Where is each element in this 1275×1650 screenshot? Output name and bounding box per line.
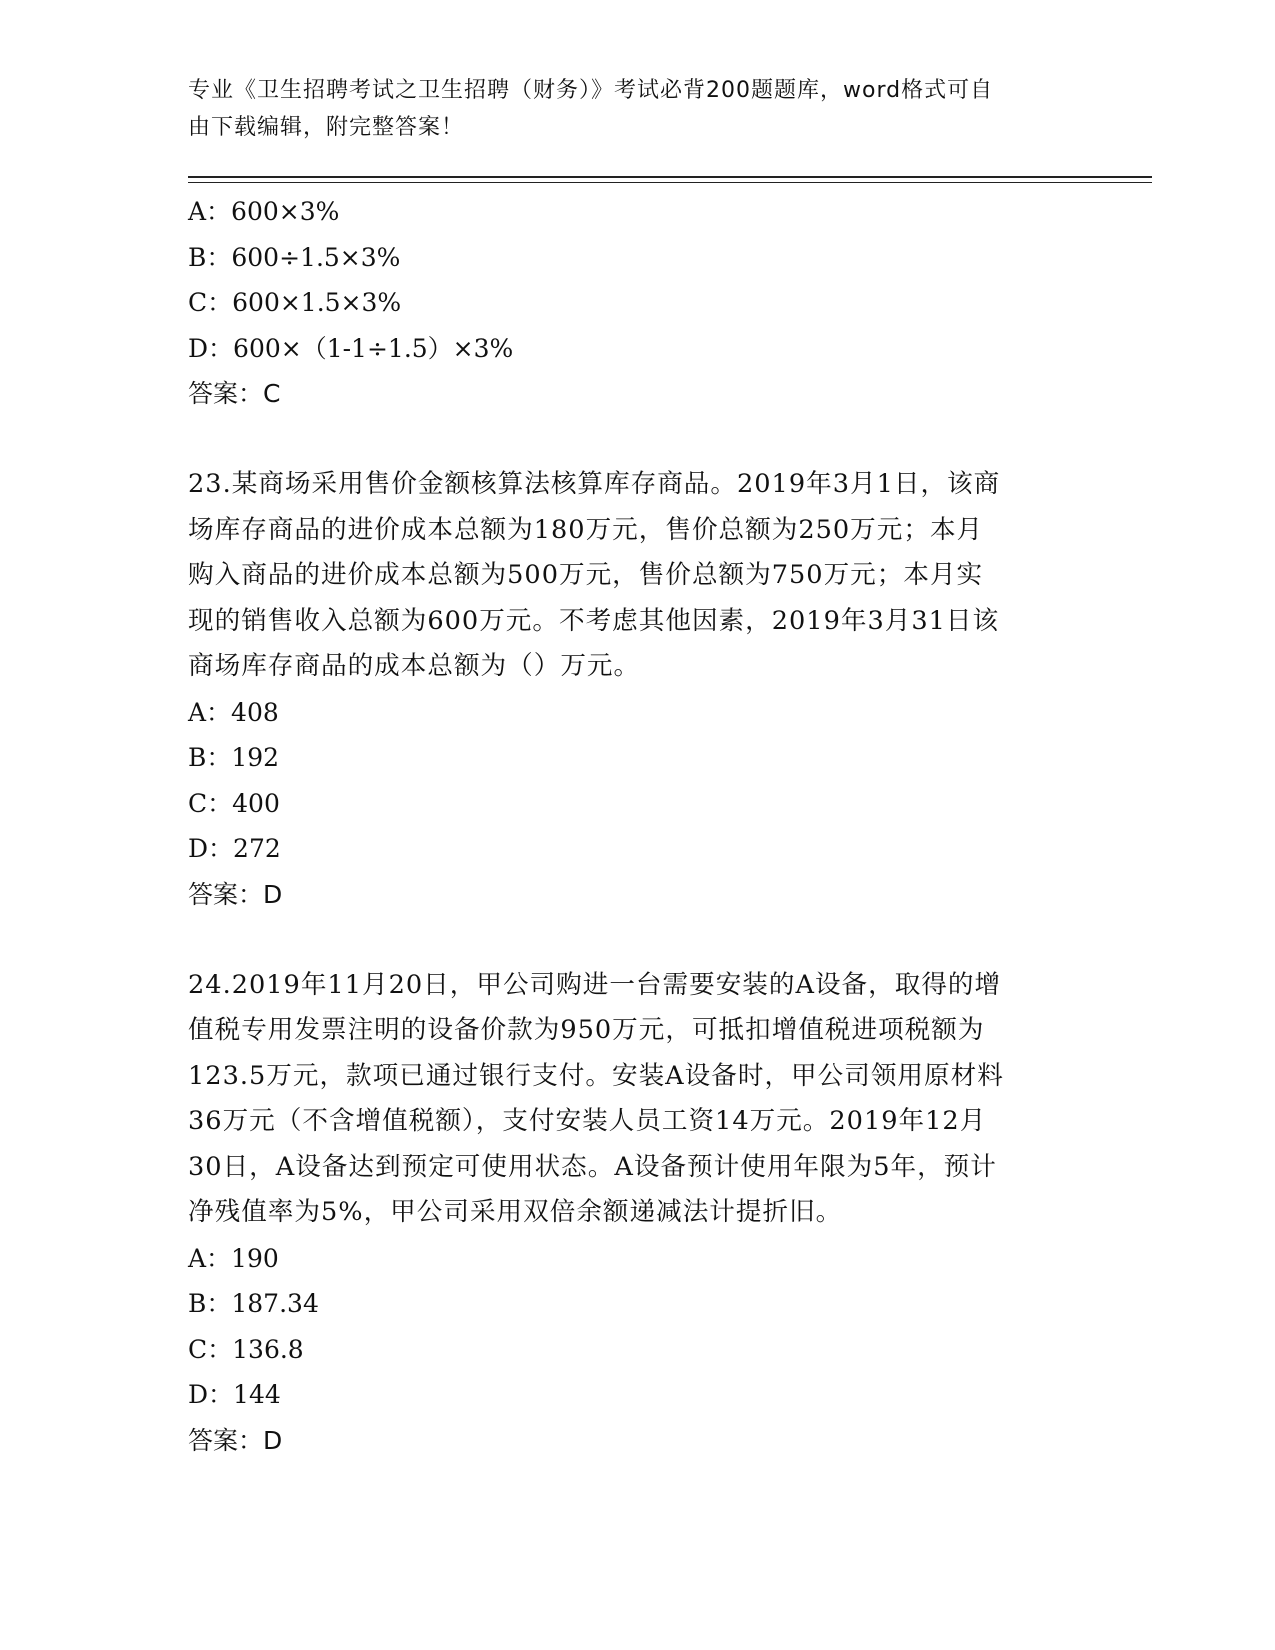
stem-line: 净残值率为5%，甲公司采用双倍余额递减法计提折旧。 <box>188 1197 843 1227</box>
stem-line: 23.某商场采用售价金额核算法核算库存商品。2019年3月1日，该商 <box>188 469 1001 499</box>
stem-line: 123.5万元，款项已通过银行支付。安装A设备时，甲公司领用原材料 <box>188 1060 1004 1091</box>
question-22-block <box>188 189 1088 417</box>
answer-line: 答案：D <box>188 879 283 909</box>
option-b: B：187.34 <box>188 1289 319 1318</box>
header-divider-thick <box>188 176 1152 178</box>
stem-line: 30日，A设备达到预定可使用状态。A设备预计使用年限为5年，预计 <box>188 1151 997 1182</box>
header-line-1: 专业《卫生招聘考试之卫生招聘（财务）》考试必背200题题库，word格式可自 <box>188 78 994 103</box>
stem-line: 24.2019年11月20日，甲公司购进一台需要安装的A设备，取得的增 <box>188 969 1002 1000</box>
stem-line: 商场库存商品的成本总额为（）万元。 <box>188 651 641 681</box>
stem-line: 购入商品的进价成本总额为500万元，售价总额为750万元；本月实 <box>188 560 984 590</box>
option-d: D：272 <box>188 834 281 863</box>
option-d: D：600×（1-1÷1.5）×3% <box>188 333 514 363</box>
option-a: A：190 <box>188 1243 279 1273</box>
question-stem <box>188 462 1088 690</box>
question-list <box>188 189 1088 1463</box>
stem-line: 场库存商品的进价成本总额为180万元，售价总额为250万元；本月 <box>188 514 984 545</box>
answer-line: 答案：C <box>188 379 281 408</box>
option-b: B：600÷1.5×3% <box>188 242 401 272</box>
option-c: C：600×1.5×3% <box>188 288 402 317</box>
answer-line: 答案：D <box>188 1425 283 1455</box>
header-divider-thin <box>188 182 1152 183</box>
stem-line: 现的销售收入总额为600万元。不考虑其他因素，2019年3月31日该 <box>188 605 1000 636</box>
question-24-block <box>188 963 1088 1464</box>
header-line-2: 由下载编辑，附完整答案！ <box>188 115 465 140</box>
option-a: A：600×3% <box>188 197 340 226</box>
option-c: C：136.8 <box>188 1334 304 1364</box>
stem-line: 36万元（不含增值税额），支付安装人员工资14万元。2019年12月 <box>188 1106 987 1136</box>
option-d: D：144 <box>188 1380 281 1409</box>
option-a: A：408 <box>188 697 279 727</box>
question-stem <box>188 963 1088 1236</box>
option-b: B：192 <box>188 743 280 772</box>
question-23-block <box>188 462 1088 917</box>
document-header <box>188 72 1068 146</box>
stem-line: 值税专用发票注明的设备价款为950万元，可抵扣增值税进项税额为 <box>188 1015 985 1045</box>
option-c: C：400 <box>188 788 280 818</box>
